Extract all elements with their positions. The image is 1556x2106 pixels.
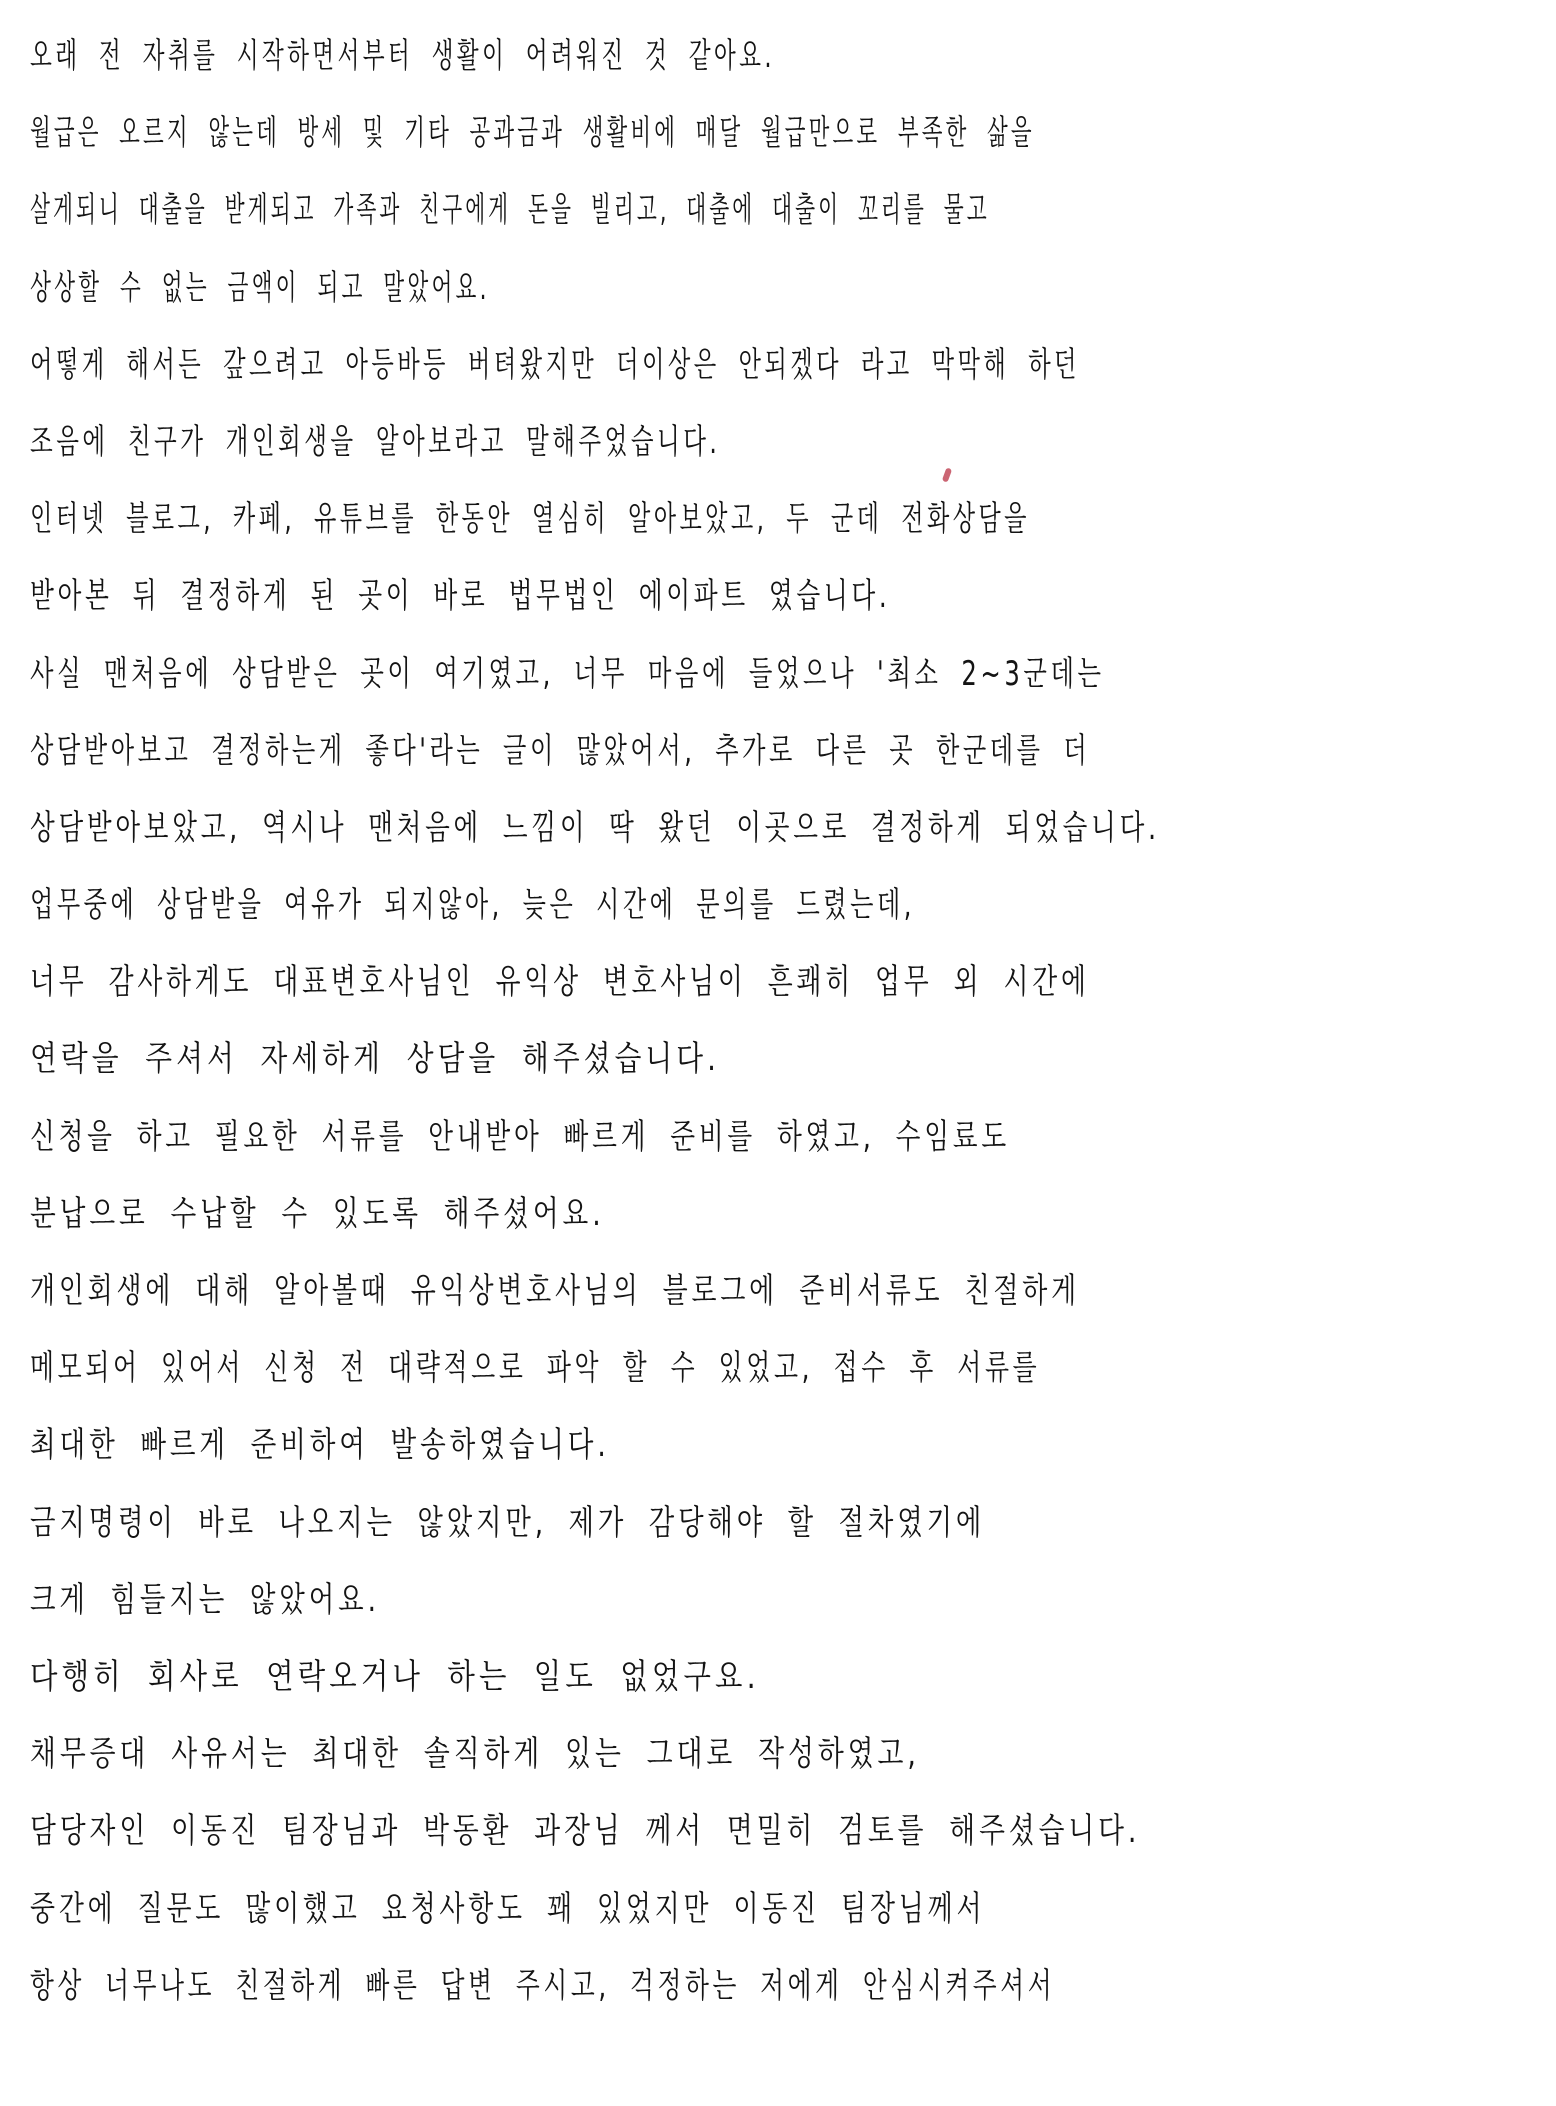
letter-line-16: 분납으로 수납할 수 있도록 해주셨어요.	[30, 1193, 605, 1234]
letter-line-14: 연락을 주셔서 자세하게 상담을 해주셨습니다.	[30, 1039, 721, 1080]
letter-line-7: 인터넷 블로그, 카페, 유튜브를 한동안 열심히 알아보았고, 두 군데 전화상담을	[30, 499, 1030, 540]
letter-line-18: 메모되어 있어서 신청 전 대략적으로 파악 할 수 있었고, 접수 후 서류를	[30, 1348, 1041, 1389]
letter-line-25: 중간에 질문도 많이했고 요청사항도 꽤 있었지만 이동진 팀장님께서	[30, 1888, 986, 1929]
letter-line-13: 너무 감사하게도 대표변호사님인 유익상 변호사님이 흔쾌히 업무 외 시간에	[30, 962, 1090, 1003]
letter-line-1: 오래 전 자취를 시작하면서부터 생활이 어려워진 것 같아요.	[30, 36, 775, 76]
letter-line-21: 크게 힘들지는 않았어요.	[30, 1579, 380, 1620]
letter-line-17: 개인회생에 대해 알아볼때 유익상변호사님의 블로그에 준비서류도 친절하게	[30, 1271, 1080, 1311]
letter-line-26: 항상 너무나도 친절하게 빠른 답변 주시고, 걱정하는 저에게 안심시켜주셔서	[30, 1965, 1056, 2006]
letter-line-20: 금지명령이 바로 나오지는 않았지만, 제가 감당해야 할 절차였기에	[30, 1502, 986, 1543]
letter-line-12: 업무중에 상담받을 여유가 되지않아, 늦은 시간에 문의를 드렸는데,	[30, 885, 916, 926]
letter-line-9: 사실 맨처음에 상담받은 곳이 여기였고, 너무 마음에 들었으나 '최소 2~3군데는	[30, 653, 1105, 694]
letter-line-22: 다행히 회사로 연락오거나 하는 일도 없었구요.	[30, 1656, 760, 1697]
letter-line-4: 상상할 수 없는 금액이 되고 말았어요.	[30, 267, 490, 308]
letter-line-6: 조음에 친구가 개인회생을 알아보라고 말해주었습니다.	[30, 421, 721, 462]
letter-line-2: 월급은 오르지 않는데 방세 및 기타 공과금과 생활비에 매달 월급만으로 부족한 삶을	[30, 113, 1035, 154]
letter-line-19: 최대한 빠르게 준비하여 발송하였습니다.	[30, 1425, 610, 1466]
letter-line-11: 상담받아보았고, 역시나 맨처음에 느낌이 딱 왔던 이곳으로 결정하게 되었습니다.	[30, 807, 1160, 848]
letter-line-15: 신청을 하고 필요한 서류를 안내받아 빠르게 준비를 하였고, 수임료도	[30, 1116, 1010, 1157]
letter-line-23: 채무증대 사유서는 최대한 솔직하게 있는 그대로 작성하였고,	[30, 1734, 920, 1775]
letter-body	[30, 18, 1530, 2025]
letter-line-5: 어떻게 해서든 갚으려고 아등바등 버텨왔지만 더이상은 안되겠다 라고 막막해 하던	[30, 344, 1080, 385]
letter-line-3: 살게되니 대출을 받게되고 가족과 친구에게 돈을 빌리고, 대출에 대출이 꼬리를 물고	[30, 190, 990, 231]
letter-line-10: 상담받아보고 결정하는게 좋다'라는 글이 많았어서, 추가로 다른 곳 한군데를 더	[30, 730, 1091, 771]
letter-line-8: 받아본 뒤 결정하게 된 곳이 바로 법무법인 에이파트 였습니다.	[30, 576, 891, 617]
letter-line-24: 담당자인 이동진 팀장님과 박동환 과장님 께서 면밀히 검토를 해주셨습니다.	[30, 1811, 1141, 1852]
